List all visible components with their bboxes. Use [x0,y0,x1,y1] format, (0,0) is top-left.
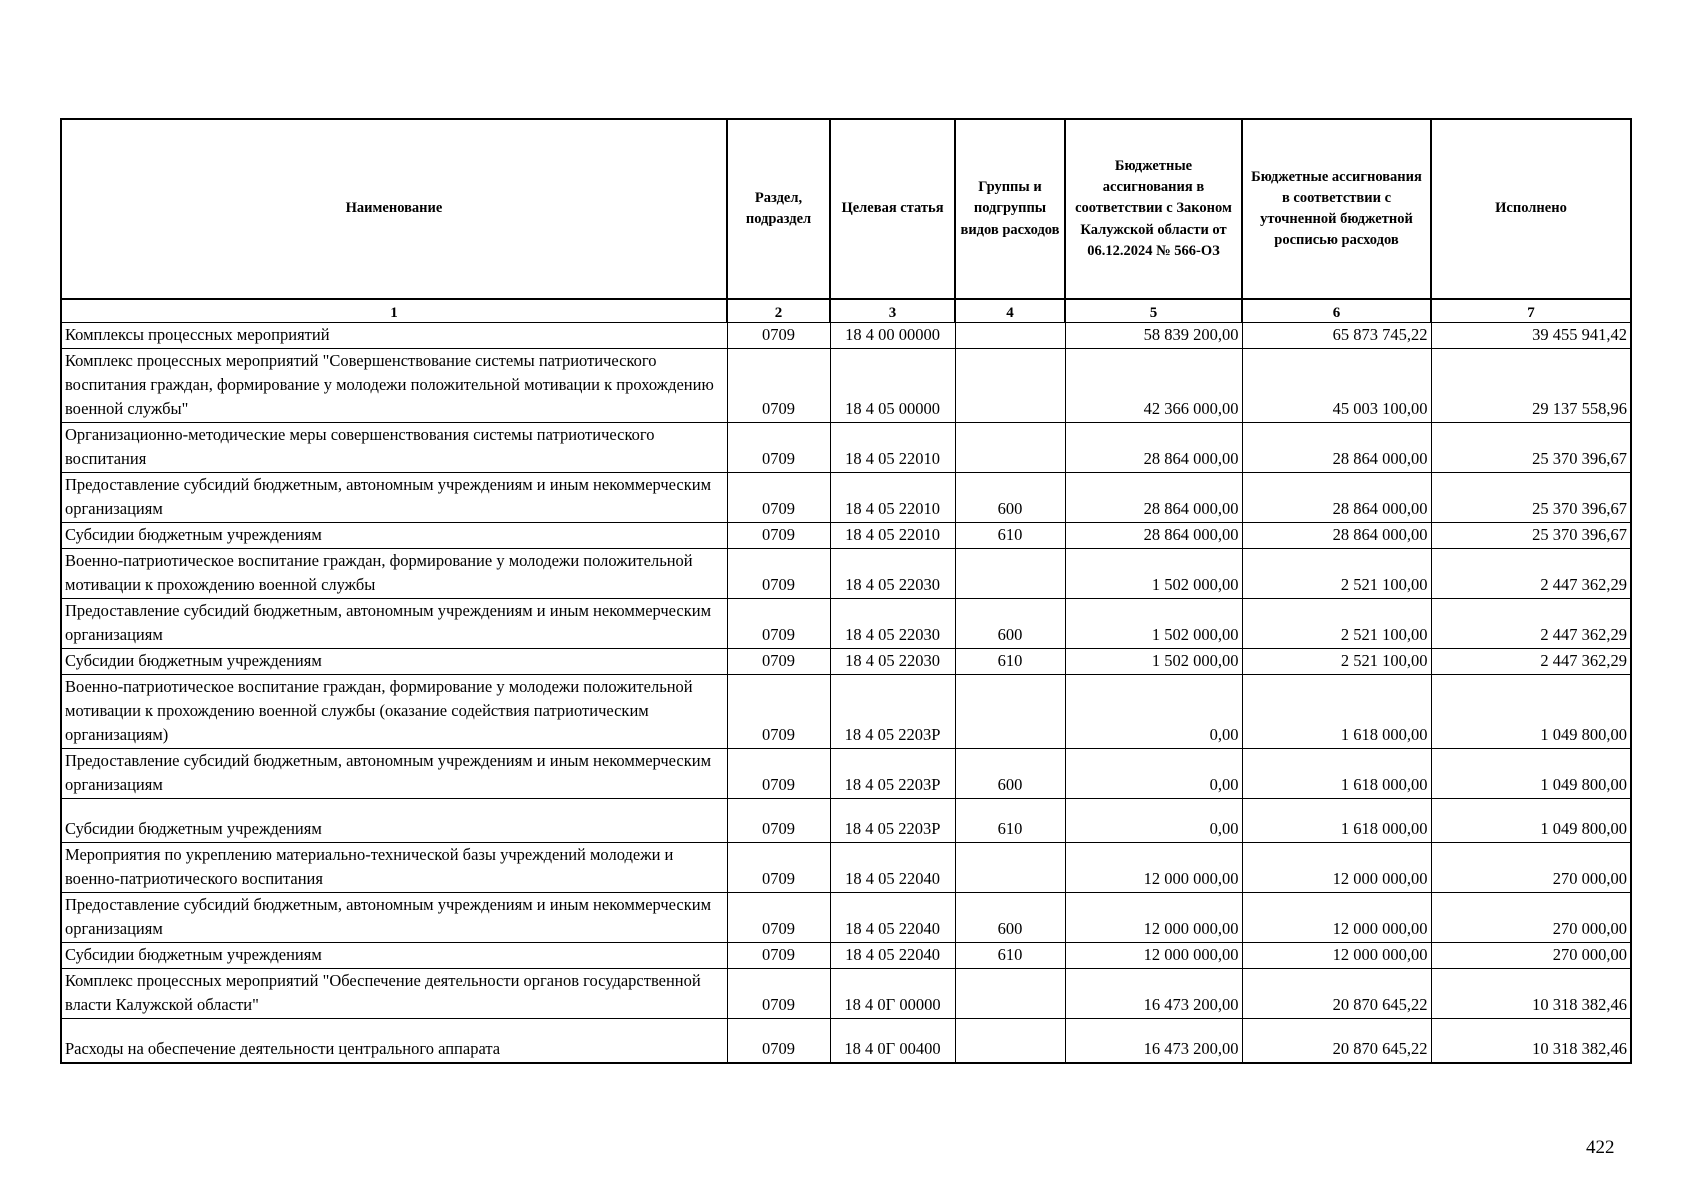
row-law-amount-cell: 16 473 200,00 [1065,1019,1242,1063]
row-name-cell: Предоставление субсидий бюджетным, автономным учреждениям и иным некоммерческим организациям [61,599,727,649]
row-revised-amount-cell: 20 870 645,22 [1242,1019,1431,1063]
table-row [61,675,1631,749]
row-revised-amount-cell: 2 521 100,00 [1242,599,1431,649]
row-section-cell: 0709 [727,473,830,523]
row-law-amount-cell: 0,00 [1065,675,1242,749]
column-number: 2 [727,299,830,323]
row-group-cell [955,843,1065,893]
table-row [61,549,1631,599]
row-article-cell: 18 4 0Г 00400 [830,1019,955,1063]
row-revised-amount-cell: 28 864 000,00 [1242,423,1431,473]
header-revised-appropriations: Бюджетные ассигнования в соответствии с уточненной бюджетной росписью расходов [1242,119,1431,299]
header-name: Наименование [61,119,727,299]
table-row [61,649,1631,675]
row-executed-amount-cell: 1 049 800,00 [1431,675,1631,749]
row-group-cell [955,969,1065,1019]
table-row [61,969,1631,1019]
table-row [61,523,1631,549]
table-row [61,943,1631,969]
header-law-appropriations: Бюджетные ассигнования в соответствии с Законом Калужской области от 06.12.2024 № 566-ОЗ [1065,119,1242,299]
row-group-cell [955,323,1065,349]
column-number: 4 [955,299,1065,323]
row-revised-amount-cell: 45 003 100,00 [1242,349,1431,423]
row-group-cell: 610 [955,649,1065,675]
row-group-cell: 600 [955,749,1065,799]
row-group-cell [955,423,1065,473]
row-executed-amount-cell: 10 318 382,46 [1431,1019,1631,1063]
row-article-cell: 18 4 05 22010 [830,423,955,473]
row-section-cell: 0709 [727,675,830,749]
row-law-amount-cell: 28 864 000,00 [1065,423,1242,473]
row-group-cell: 610 [955,523,1065,549]
table-row [61,473,1631,523]
row-executed-amount-cell: 2 447 362,29 [1431,599,1631,649]
header-section: Раздел, подраздел [727,119,830,299]
row-name-cell: Военно-патриотическое воспитание граждан, формирование у молодежи положительной мотивации к прохождению военной службы [61,549,727,599]
row-revised-amount-cell: 65 873 745,22 [1242,323,1431,349]
row-article-cell: 18 4 05 2203Р [830,749,955,799]
row-executed-amount-cell: 10 318 382,46 [1431,969,1631,1019]
row-section-cell: 0709 [727,649,830,675]
table-row [61,799,1631,843]
table-row [61,893,1631,943]
row-name-cell: Военно-патриотическое воспитание граждан, формирование у молодежи положительной мотивации к прохождению военной службы (оказание содействия патриотическим организациям) [61,675,727,749]
row-section-cell: 0709 [727,599,830,649]
row-revised-amount-cell: 28 864 000,00 [1242,473,1431,523]
row-revised-amount-cell: 2 521 100,00 [1242,649,1431,675]
table-row [61,1019,1631,1063]
table-row [61,749,1631,799]
row-revised-amount-cell: 1 618 000,00 [1242,675,1431,749]
row-executed-amount-cell: 1 049 800,00 [1431,799,1631,843]
row-section-cell: 0709 [727,1019,830,1063]
row-article-cell: 18 4 05 00000 [830,349,955,423]
row-article-cell: 18 4 05 22030 [830,599,955,649]
row-article-cell: 18 4 05 2203Р [830,799,955,843]
row-group-cell [955,675,1065,749]
row-revised-amount-cell: 2 521 100,00 [1242,549,1431,599]
row-executed-amount-cell: 25 370 396,67 [1431,523,1631,549]
row-section-cell: 0709 [727,323,830,349]
row-group-cell: 600 [955,893,1065,943]
column-number: 6 [1242,299,1431,323]
row-group-cell: 600 [955,599,1065,649]
row-name-cell: Предоставление субсидий бюджетным, автономным учреждениям и иным некоммерческим организациям [61,893,727,943]
row-section-cell: 0709 [727,943,830,969]
row-section-cell: 0709 [727,423,830,473]
row-article-cell: 18 4 0Г 00000 [830,969,955,1019]
row-group-cell [955,1019,1065,1063]
row-article-cell: 18 4 05 22040 [830,943,955,969]
header-expense-group: Группы и подгруппы видов расходов [955,119,1065,299]
row-revised-amount-cell: 20 870 645,22 [1242,969,1431,1019]
row-name-cell: Субсидии бюджетным учреждениям [61,799,727,843]
row-law-amount-cell: 28 864 000,00 [1065,473,1242,523]
header-row [61,119,1631,299]
row-law-amount-cell: 1 502 000,00 [1065,599,1242,649]
row-section-cell: 0709 [727,349,830,423]
row-section-cell: 0709 [727,549,830,599]
column-number: 3 [830,299,955,323]
row-law-amount-cell: 0,00 [1065,749,1242,799]
row-article-cell: 18 4 05 22010 [830,523,955,549]
row-article-cell: 18 4 05 22040 [830,843,955,893]
row-article-cell: 18 4 00 00000 [830,323,955,349]
row-revised-amount-cell: 12 000 000,00 [1242,843,1431,893]
row-article-cell: 18 4 05 22010 [830,473,955,523]
row-name-cell: Субсидии бюджетным учреждениям [61,943,727,969]
row-group-cell: 600 [955,473,1065,523]
row-revised-amount-cell: 12 000 000,00 [1242,893,1431,943]
row-section-cell: 0709 [727,523,830,549]
row-name-cell: Предоставление субсидий бюджетным, автономным учреждениям и иным некоммерческим организациям [61,473,727,523]
row-name-cell: Расходы на обеспечение деятельности центрального аппарата [61,1019,727,1063]
table-row [61,323,1631,349]
row-revised-amount-cell: 28 864 000,00 [1242,523,1431,549]
row-executed-amount-cell: 25 370 396,67 [1431,423,1631,473]
row-revised-amount-cell: 12 000 000,00 [1242,943,1431,969]
budget-execution-table [60,118,1632,1064]
header-article: Целевая статья [830,119,955,299]
row-group-cell: 610 [955,799,1065,843]
row-name-cell: Субсидии бюджетным учреждениям [61,523,727,549]
row-law-amount-cell: 0,00 [1065,799,1242,843]
row-executed-amount-cell: 39 455 941,42 [1431,323,1631,349]
row-group-cell: 610 [955,943,1065,969]
table-body [61,323,1631,1063]
table-row [61,599,1631,649]
row-group-cell [955,549,1065,599]
row-law-amount-cell: 1 502 000,00 [1065,549,1242,599]
table-row [61,423,1631,473]
row-article-cell: 18 4 05 22030 [830,549,955,599]
page-number: 422 [1586,1137,1615,1158]
row-law-amount-cell: 1 502 000,00 [1065,649,1242,675]
row-revised-amount-cell: 1 618 000,00 [1242,749,1431,799]
row-law-amount-cell: 28 864 000,00 [1065,523,1242,549]
row-executed-amount-cell: 2 447 362,29 [1431,549,1631,599]
row-name-cell: Мероприятия по укреплению материально-технической базы учреждений молодежи и военно-патриотического воспитания [61,843,727,893]
row-section-cell: 0709 [727,843,830,893]
row-executed-amount-cell: 270 000,00 [1431,943,1631,969]
row-executed-amount-cell: 270 000,00 [1431,893,1631,943]
column-number: 5 [1065,299,1242,323]
row-article-cell: 18 4 05 2203Р [830,675,955,749]
row-law-amount-cell: 16 473 200,00 [1065,969,1242,1019]
row-executed-amount-cell: 29 137 558,96 [1431,349,1631,423]
row-law-amount-cell: 58 839 200,00 [1065,323,1242,349]
row-section-cell: 0709 [727,749,830,799]
column-number-row [61,299,1631,323]
row-article-cell: 18 4 05 22040 [830,893,955,943]
table-row [61,349,1631,423]
row-name-cell: Предоставление субсидий бюджетным, автономным учреждениям и иным некоммерческим организациям [61,749,727,799]
row-section-cell: 0709 [727,799,830,843]
row-law-amount-cell: 12 000 000,00 [1065,843,1242,893]
row-executed-amount-cell: 25 370 396,67 [1431,473,1631,523]
row-name-cell: Комплексы процессных мероприятий [61,323,727,349]
row-article-cell: 18 4 05 22030 [830,649,955,675]
row-executed-amount-cell: 1 049 800,00 [1431,749,1631,799]
row-name-cell: Субсидии бюджетным учреждениям [61,649,727,675]
row-revised-amount-cell: 1 618 000,00 [1242,799,1431,843]
column-number: 7 [1431,299,1631,323]
row-executed-amount-cell: 2 447 362,29 [1431,649,1631,675]
row-group-cell [955,349,1065,423]
row-name-cell: Комплекс процессных мероприятий "Совершенствование системы патриотического воспитания граждан, формирование у молодежи положительной мотивации к прохождению военной службы" [61,349,727,423]
row-section-cell: 0709 [727,969,830,1019]
header-executed: Исполнено [1431,119,1631,299]
budget-table-sheet [60,118,1630,1064]
row-law-amount-cell: 12 000 000,00 [1065,893,1242,943]
row-name-cell: Комплекс процессных мероприятий "Обеспечение деятельности органов государственной власти Калужской области" [61,969,727,1019]
row-name-cell: Организационно-методические меры совершенствования системы патриотического воспитания [61,423,727,473]
row-executed-amount-cell: 270 000,00 [1431,843,1631,893]
row-section-cell: 0709 [727,893,830,943]
row-law-amount-cell: 12 000 000,00 [1065,943,1242,969]
row-law-amount-cell: 42 366 000,00 [1065,349,1242,423]
table-row [61,843,1631,893]
column-number: 1 [61,299,727,323]
